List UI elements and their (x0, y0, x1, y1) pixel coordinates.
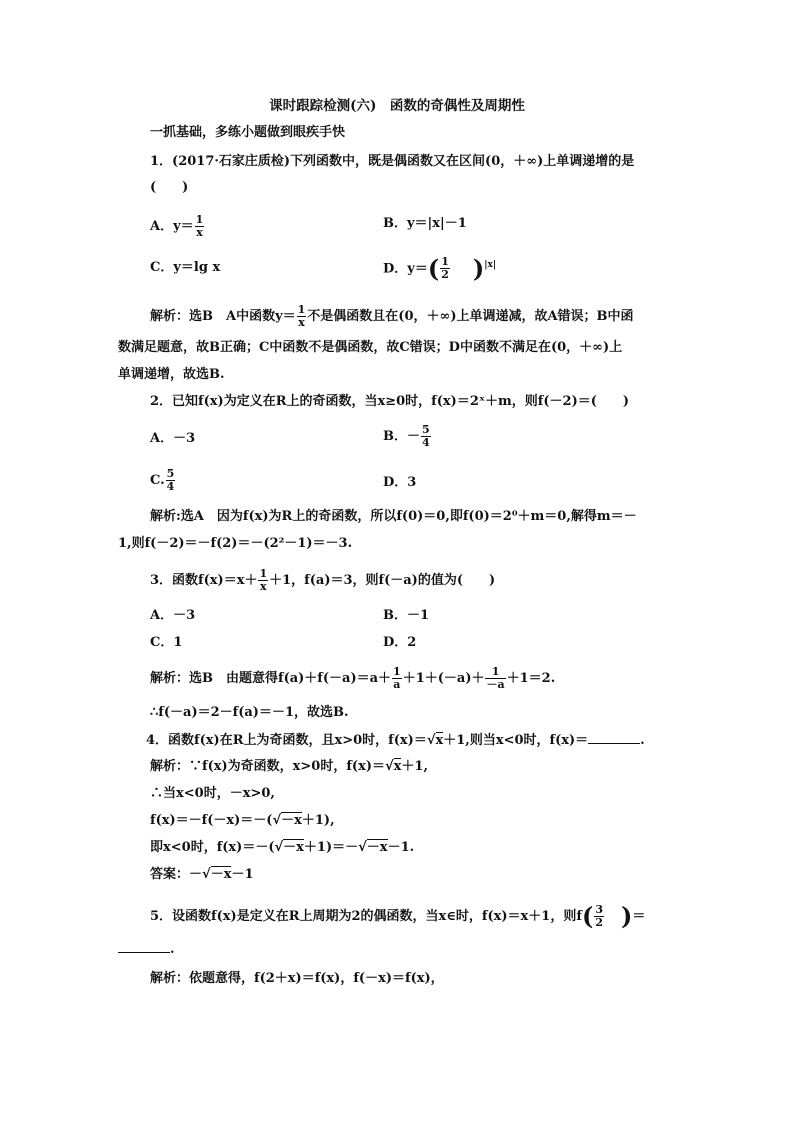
q4-stem-text-mid: ＋1,则当x<0时，f(x)＝ (443, 733, 589, 748)
q2-option-c (150, 468, 176, 493)
q5-stem (150, 901, 646, 931)
q2-solution-line1: 解析:选A 因为f(x)为R上的奇函数，所以f(0)＝0,即f(0)＝2⁰＋m＝0,解得m＝－ (150, 509, 637, 524)
q3-solution-fraction-2 (485, 666, 505, 691)
q3-option-b: B．－1 (383, 608, 430, 623)
q1-option-d-label: D．y＝ (383, 261, 428, 277)
q3-stem-text: 3．函数f(x)＝x＋ (150, 573, 258, 588)
left-paren: ( (427, 253, 440, 283)
q1-option-a-denominator: x (196, 226, 203, 239)
q3-option-d: D．2 (383, 635, 417, 650)
q1-option-d-numerator: 1 (441, 255, 449, 269)
q4-solution-line3 (150, 812, 335, 830)
q2-solution-line2: 1,则f(－2)＝－f(2)＝－(2²－1)＝－3. (118, 536, 353, 551)
q4-solution-radicand: x (393, 759, 402, 774)
q2-option-c-numerator: 5 (166, 467, 175, 480)
q4-answer-text-tail: －1 (231, 867, 254, 882)
q1-stem: 1．(2017·石家庄质检)下列函数中，既是偶函数又在区间(0，＋∞)上单调递增的是 (150, 154, 635, 169)
q4-solution-text: 解析：∵f(x)为奇函数，x>0时，f(x)＝ (150, 759, 385, 774)
q3-stem-denominator: x (260, 580, 267, 593)
q2-option-b-denominator: 4 (422, 436, 430, 449)
q1-option-d-fraction (440, 256, 450, 281)
q1-solution-line1 (150, 304, 634, 329)
q4-solution-text-tail: ＋1, (401, 759, 428, 774)
q2-option-b (383, 424, 432, 449)
q1-paren: ( ) (150, 180, 189, 195)
q1-solution-numerator: 1 (297, 303, 306, 316)
q5-stem-text: 5．设函数f(x)是定义在R上周期为2的偶函数，当x∈时，f(x)＝x＋1，则f (150, 909, 582, 924)
q3-stem-fraction (258, 568, 268, 593)
q2-option-c-label: C. (150, 473, 165, 488)
q4-solution-text: 即x<0时，f(x)＝－( (150, 840, 275, 855)
q3-stem-numerator: 1 (259, 567, 268, 580)
q1-option-d (383, 253, 497, 283)
q5-stem-fraction (594, 904, 604, 929)
q5-stem-numerator: 3 (595, 903, 603, 916)
q3-solution-numerator-1: 1 (393, 665, 401, 678)
q4-stem-end: . (640, 733, 645, 748)
q4-stem-text: 4．函数f(x)在R上为奇函数，且x>0时，f(x)＝ (146, 733, 427, 748)
q4-stem (146, 731, 645, 750)
q2-option-b-fraction (421, 424, 431, 449)
q1-solution-denominator: x (298, 316, 305, 329)
q3-option-a: A．－3 (150, 608, 196, 623)
q4-solution-radicand-2: －x (366, 840, 388, 855)
q4-answer-radicand: －x (210, 867, 232, 882)
q4-solution-text-mid: ＋1)＝－ (303, 840, 359, 855)
q3-solution-text: 解析：选B 由题意得f(a)＋f(－a)＝a＋ (150, 671, 392, 686)
q4-solution-line4 (150, 839, 414, 857)
q4-solution-text: f(x)＝－f(－x)＝－( (150, 813, 273, 828)
q4-solution-radicand: －x (283, 840, 304, 855)
q5-stem-text-tail: ＝ (632, 909, 646, 924)
q3-solution-text-tail: ＋1＝2. (506, 671, 556, 686)
sqrt-sign: √ (426, 733, 436, 748)
q1-solution-text: 解析：选B A中函数y＝ (150, 309, 296, 324)
sqrt-sign: √ (384, 759, 394, 774)
q4-answer-blank (588, 731, 640, 744)
q5-stem-denominator: 2 (595, 916, 603, 929)
q1-option-d-exponent: |x| (484, 260, 497, 270)
page-title: 课时跟踪检测(六) 函数的奇偶性及周期性 (269, 98, 525, 114)
q1-option-a-numerator: 1 (195, 213, 204, 226)
q4-solution-text-tail: －1. (387, 840, 415, 855)
q1-option-c: C．y＝lg x (150, 260, 221, 275)
q4-solution-text-tail: ＋1), (301, 813, 335, 828)
q1-option-a (150, 214, 205, 239)
q1-solution-text-tail: 不是偶函数且在(0，＋∞)上单调递减，故A错误；B中函 (307, 309, 634, 324)
right-paren: ) (472, 253, 485, 283)
q5-answer-line (118, 940, 175, 959)
left-paren: ( (581, 901, 594, 931)
q3-stem (150, 568, 495, 593)
q1-solution-line2: 数满足题意，故B正确；C中函数不是偶函数，故C错误；D中函数不满足在(0，＋∞)上 (118, 340, 623, 355)
q3-solution-line1 (150, 666, 555, 691)
q4-solution-line1 (150, 758, 428, 776)
q3-option-c: C．1 (150, 635, 183, 650)
q4-solution-line2: ∴当x<0时，－x>0, (150, 786, 275, 801)
q2-option-d: D．3 (383, 475, 417, 490)
q2-option-a: A．－3 (150, 431, 196, 446)
q1-option-a-fraction (195, 214, 205, 239)
q2-option-c-fraction (166, 468, 176, 493)
q4-solution-radicand: －x (281, 813, 302, 828)
q1-option-b: B．y＝|x|－1 (383, 216, 467, 231)
q1-solution-line3: 单调递增，故选B. (118, 367, 225, 382)
q5-stem-end: . (170, 942, 175, 957)
right-paren: ) (620, 901, 633, 931)
q3-solution-line2: ∴f(－a)＝2－f(a)＝－1，故选B. (150, 705, 349, 720)
q4-answer-text: 答案：－ (150, 867, 203, 882)
sqrt-sign: √ (358, 840, 367, 855)
q3-stem-text-tail: ＋1，f(a)＝3，则f(－a)的值为( ) (269, 573, 496, 588)
q1-solution-fraction (297, 304, 307, 329)
q3-solution-denominator-1: a (393, 678, 401, 691)
q4-answer (150, 866, 254, 884)
q4-stem-radicand: x (435, 733, 444, 748)
q5-answer-blank (118, 940, 170, 953)
sqrt-sign: √ (272, 813, 282, 828)
q5-solution-line1: 解析：依题意得，f(2＋x)＝f(x)，f(－x)＝f(x)， (150, 971, 444, 986)
q2-option-b-numerator: 5 (422, 423, 430, 436)
sqrt-sign: √ (274, 840, 284, 855)
q2-option-c-denominator: 4 (166, 480, 175, 493)
q3-solution-fraction-1 (392, 666, 402, 691)
q3-solution-numerator-2: 1 (485, 666, 505, 679)
q2-stem: 2．已知f(x)为定义在R上的奇函数，当x≥0时，f(x)＝2ˣ＋m，则f(－2)＝( ) (150, 394, 630, 409)
q3-solution-denominator-2: －a (486, 678, 505, 691)
q3-solution-text-mid: ＋1＋(－a)＋ (402, 671, 485, 686)
q1-option-a-label: A．y＝ (150, 219, 194, 234)
sqrt-sign: √ (202, 867, 211, 882)
q2-option-b-label: B．－ (383, 429, 420, 444)
q1-option-d-denominator: 2 (441, 268, 449, 282)
section-heading: 一抓基础，多练小题做到眼疾手快 (150, 125, 346, 140)
